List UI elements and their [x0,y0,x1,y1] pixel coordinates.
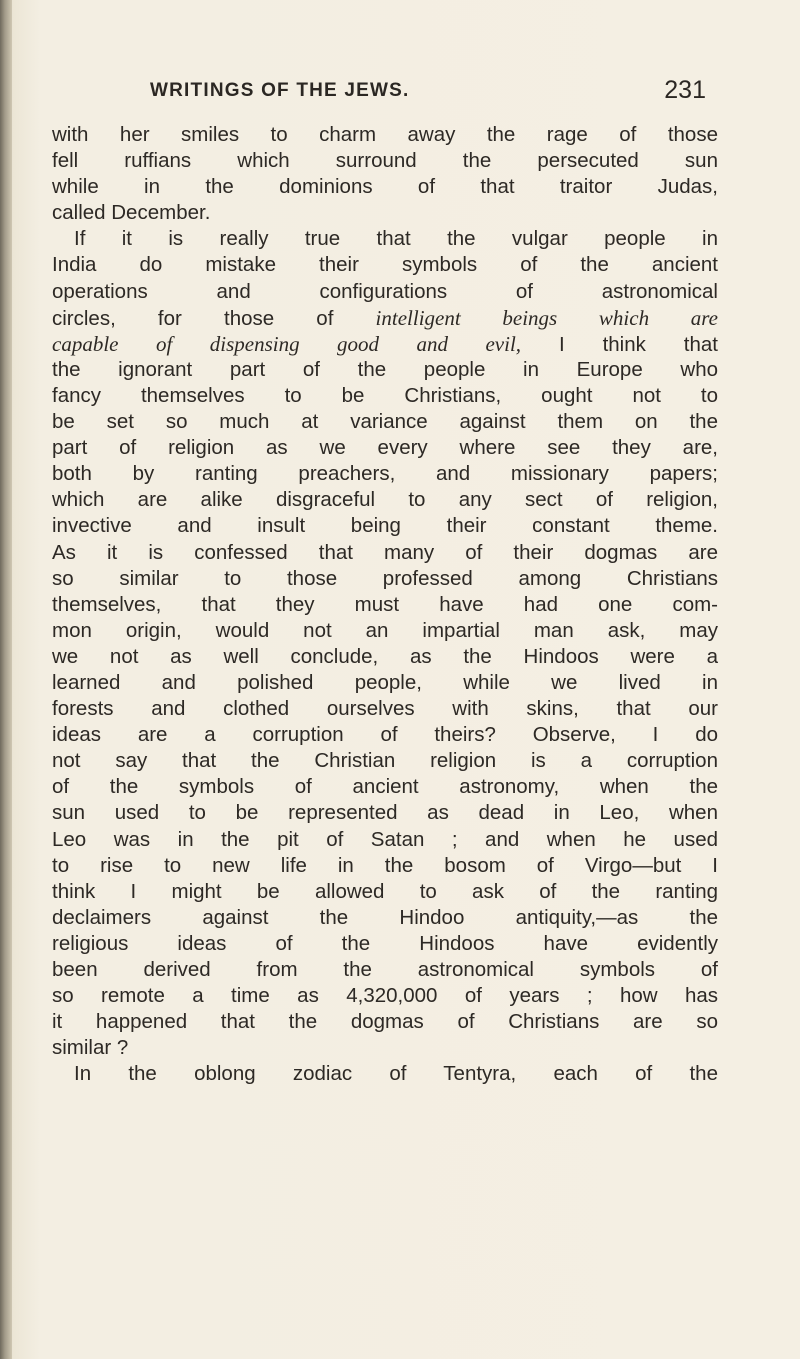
text-line: so similar to those professed among Christians [52,566,718,590]
text-line: both by ranting preachers, and missionary papers; [52,462,718,486]
text-line: so remote a time as 4,320,000 of years ; how has [52,984,718,1008]
text-line: operations and configurations of astronomical [52,279,718,303]
text-line: In the oblong zodiac of Tentyra, each of the [74,1062,718,1086]
text-line: fell ruffians which surround the persecuted sun [52,149,718,173]
text-line: declaimers against the Hindoo antiquity,—as the [52,905,718,929]
text-line: to rise to new life in the bosom of Virgo—but I [52,853,718,877]
text-line: the ignorant part of the people in Europe who [52,357,718,381]
text-line: of the symbols of ancient astronomy, when the [52,775,718,799]
text-line: which are alike disgraceful to any sect of religion, [52,488,718,512]
text-line: been derived from the astronomical symbols of [52,958,718,981]
text-line: ideas are a corruption of theirs? Observe, I do [52,723,718,747]
italic-phrase: intelligent beings which are [375,305,719,330]
text-line: we not as well conclude, as the Hindoos were a [52,644,718,668]
text-line: it happened that the dogmas of Christians are so [52,1010,718,1034]
text-line [52,305,718,331]
text-line: part of religion as we every where see they are, [52,436,718,460]
text-line: sun used to be represented as dead in Leo, when [52,801,718,825]
text-line: think I might be allowed to ask of the ranting [52,879,718,903]
text-line: with her smiles to charm away the rage of those [52,123,718,146]
body-text [52,122,718,1087]
text-line [52,331,718,357]
text-line: religious ideas of the Hindoos have evidently [52,931,718,955]
text-line: mon origin, would not an impartial man ask, may [52,618,718,642]
text-line: As it is confessed that many of their dogmas are [52,540,718,564]
italic-phrase: capable of dispensing good and evil, [52,331,522,356]
text-line: Leo was in the pit of Satan ; and when he used [52,827,718,851]
running-title: WRITINGS OF THE JEWS. [150,80,410,101]
text-line: be set so much at variance against them on the [52,410,718,434]
text-run: I think that [521,332,718,356]
text-line: while in the dominions of that traitor Judas, [52,175,718,199]
text-line: forests and clothed ourselves with skins, that our [52,697,718,721]
text-line: If it is really true that the vulgar people in [74,227,718,251]
page-gutter-shadow [0,0,12,1359]
text-line: India do mistake their symbols of the ancient [52,253,718,277]
text-line: themselves, that they must have had one com- [52,592,718,616]
text-run: circles, for those of [52,306,376,330]
text-line: fancy themselves to be Christians, ought not to [52,383,718,407]
text-line: learned and polished people, while we lived in [52,670,718,694]
text-line: invective and insult being their constant theme. [52,514,718,538]
page-number: 231 [664,76,706,104]
text-line: called December. [52,201,211,225]
page-header [150,76,706,112]
text-line: similar ? [52,1036,129,1060]
text-line: not say that the Christian religion is a corruption [52,749,718,773]
